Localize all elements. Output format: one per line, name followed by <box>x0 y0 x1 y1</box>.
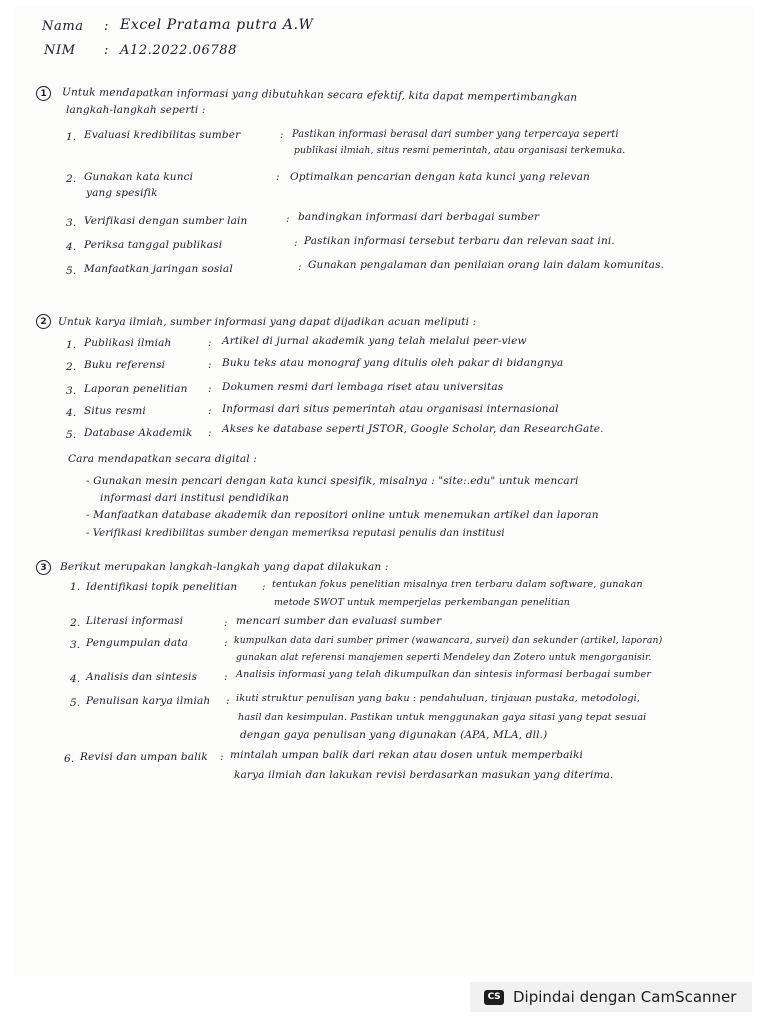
nama-value: Excel Pratama putra A.W <box>120 17 314 33</box>
s1-item5-label: Manfaatkan jaringan sosial <box>84 263 233 275</box>
section1-intro-line2: langkah-langkah seperti : <box>66 104 206 116</box>
section1-intro-line1: Untuk mendapatkan informasi yang dibutuhkan secara efektif, kita dapat mempertimbangkan <box>61 86 578 104</box>
s2-item4-sep: : <box>208 405 212 417</box>
s1-item2-num: 2. <box>66 173 77 185</box>
nim-value: A12.2022.06788 <box>120 43 238 58</box>
s1-item4-num: 4. <box>66 241 77 253</box>
s3-item6-label: Revisi dan umpan balik <box>80 751 208 763</box>
s3-item3-num: 3. <box>70 639 81 651</box>
s1-item4-sep: : <box>294 237 298 249</box>
s3-item1-desc1: tentukan fokus penelitian misalnya tren terbaru dalam software, gunakan <box>272 579 643 590</box>
section2-number-circle: 2 <box>36 314 51 329</box>
s2-item2-label: Buku referensi <box>84 359 166 371</box>
s2-item4-label: Situs resmi <box>84 405 146 417</box>
s2-item2-sep: : <box>208 359 212 371</box>
s2-bullet1-line2: informasi dari institusi pendidikan <box>100 492 289 504</box>
s2-item3-sep: : <box>208 383 212 395</box>
s1-item5-desc: Gunakan pengalaman dan penilaian orang lain dalam komunitas. <box>308 259 665 271</box>
s1-item3-desc: bandingkan informasi dari berbagai sumber <box>298 211 540 223</box>
s3-item1-label: Identifikasi topik penelitian <box>86 581 238 593</box>
s3-item4-desc: Analisis informasi yang telah dikumpulkan dan sintesis informasi berbagai sumber <box>236 669 652 680</box>
s2-item1-num: 1. <box>66 339 77 351</box>
s1-item1-desc1: Pastikan informasi berasal dari sumber yang terpercaya seperti <box>292 129 619 140</box>
s2-item5-num: 5. <box>66 429 77 441</box>
s2-item2-num: 2. <box>66 361 77 373</box>
s3-item3-sep: : <box>224 637 228 649</box>
s2-item5-label: Database Akademik <box>84 427 193 439</box>
s2-item1-desc: Artikel di jurnal akademik yang telah melalui peer-view <box>222 335 527 347</box>
nim-label: NIM <box>44 43 76 58</box>
s3-item4-label: Analisis dan sintesis <box>86 671 198 683</box>
s3-item3-desc2: gunakan alat referensi manajemen seperti Mendeley dan Zotero untuk mengorganisir. <box>236 652 652 663</box>
s1-item2-desc: Optimalkan pencarian dengan kata kunci yang relevan <box>290 171 590 183</box>
section3-number-circle: 3 <box>36 560 51 575</box>
s2-bullet3: - Verifikasi kredibilitas sumber dengan memeriksa reputasi penulis dan institusi <box>86 528 505 539</box>
s2-item4-desc: Informasi dari situs pemerintah atau organisasi internasional <box>222 403 559 415</box>
section3-intro: Berikut merupakan langkah-langkah yang dapat dilakukan : <box>60 561 389 573</box>
s1-item3-label: Verifikasi dengan sumber lain <box>84 215 248 227</box>
s3-item4-sep: : <box>224 671 228 683</box>
s3-item1-sep: : <box>262 581 266 593</box>
s1-item1-desc2: publikasi ilmiah, situs resmi pemerintah, atau organisasi terkemuka. <box>294 145 626 156</box>
s3-item4-num: 4. <box>70 673 81 685</box>
s3-item5-desc1: ikuti struktur penulisan yang baku : pendahuluan, tinjauan pustaka, metodologi, <box>236 693 641 704</box>
s2-item3-label: Laporan penelitian <box>84 383 188 395</box>
s2-item1-label: Publikasi ilmiah <box>84 337 172 349</box>
s3-item6-desc1: mintalah umpan balik dari rekan atau dosen untuk memperbaiki <box>230 749 584 761</box>
s2-item5-desc: Akses ke database seperti JSTOR, Google Scholar, dan ResearchGate. <box>222 423 604 435</box>
s1-item4-desc: Pastikan informasi tersebut terbaru dan relevan saat ini. <box>304 235 615 247</box>
section1-number-circle: 1 <box>36 86 51 101</box>
s3-item5-desc2: hasil dan kesimpulan. Pastikan untuk menggunakan gaya sitasi yang tepat sesuai <box>238 712 647 723</box>
s3-item1-num: 1. <box>70 581 81 593</box>
nama-label: Nama <box>42 19 84 34</box>
s3-item2-label: Literasi informasi <box>86 615 184 627</box>
s2-item5-sep: : <box>208 427 212 439</box>
s1-item2-label2: yang spesifik <box>86 187 158 199</box>
scanned-page <box>14 6 754 976</box>
s3-item2-num: 2. <box>70 617 81 629</box>
camscanner-text: Dipindai dengan CamScanner <box>513 988 737 1006</box>
s3-item2-sep: : <box>224 617 228 629</box>
s1-item5-sep: : <box>298 261 302 273</box>
s1-item4-label: Periksa tanggal publikasi <box>84 239 223 251</box>
s2-item3-desc: Dokumen resmi dari lembaga riset atau universitas <box>222 381 504 393</box>
s3-item6-num: 6. <box>64 753 75 765</box>
s3-item5-label: Penulisan karya ilmiah <box>86 695 211 707</box>
camscanner-logo-icon: CS <box>484 990 504 1005</box>
s3-item6-sep: : <box>220 751 224 763</box>
s2-digital-heading: Cara mendapatkan secara digital : <box>68 453 257 465</box>
s1-item2-sep: : <box>276 171 280 183</box>
s1-item1-label: Evaluasi kredibilitas sumber <box>84 129 241 141</box>
s3-item6-desc2: karya ilmiah dan lakukan revisi berdasarkan masukan yang diterima. <box>234 769 614 781</box>
s1-item5-num: 5. <box>66 265 77 277</box>
s3-item3-label: Pengumpulan data <box>86 637 189 649</box>
section2-intro: Untuk karya ilmiah, sumber informasi yang dapat dijadikan acuan meliputi : <box>58 316 477 328</box>
s2-bullet2: - Manfaatkan database akademik dan repositori online untuk menemukan artikel dan laporan <box>86 509 599 521</box>
s2-item1-sep: : <box>208 337 212 349</box>
s3-item1-desc2: metode SWOT untuk memperjelas perkembangan penelitian <box>274 597 570 608</box>
s1-item3-sep: : <box>286 213 290 225</box>
s2-item3-num: 3. <box>66 385 77 397</box>
s1-item2-label: Gunakan kata kunci <box>84 171 194 183</box>
camscanner-watermark <box>470 982 752 1012</box>
nim-separator: : <box>104 43 109 58</box>
s1-item3-num: 3. <box>66 217 77 229</box>
s3-item3-desc1: kumpulkan data dari sumber primer (wawancara, survei) dan sekunder (artikel, laporan) <box>234 635 663 646</box>
s3-item5-num: 5. <box>70 697 81 709</box>
s1-item1-num: 1. <box>66 131 77 143</box>
s2-item4-num: 4. <box>66 407 77 419</box>
s2-bullet1-line1: - Gunakan mesin pencari dengan kata kunci spesifik, misalnya : "site:.edu" untuk mencari <box>86 475 579 487</box>
s3-item2-desc: mencari sumber dan evaluasi sumber <box>236 615 442 627</box>
s1-item1-sep: : <box>280 129 284 141</box>
s3-item5-sep: : <box>226 695 230 707</box>
nama-separator: : <box>104 19 109 34</box>
s3-item5-desc3: dengan gaya penulisan yang digunakan (APA, MLA, dll.) <box>240 729 548 741</box>
s2-item2-desc: Buku teks atau monograf yang ditulis oleh pakar di bidangnya <box>222 357 564 369</box>
